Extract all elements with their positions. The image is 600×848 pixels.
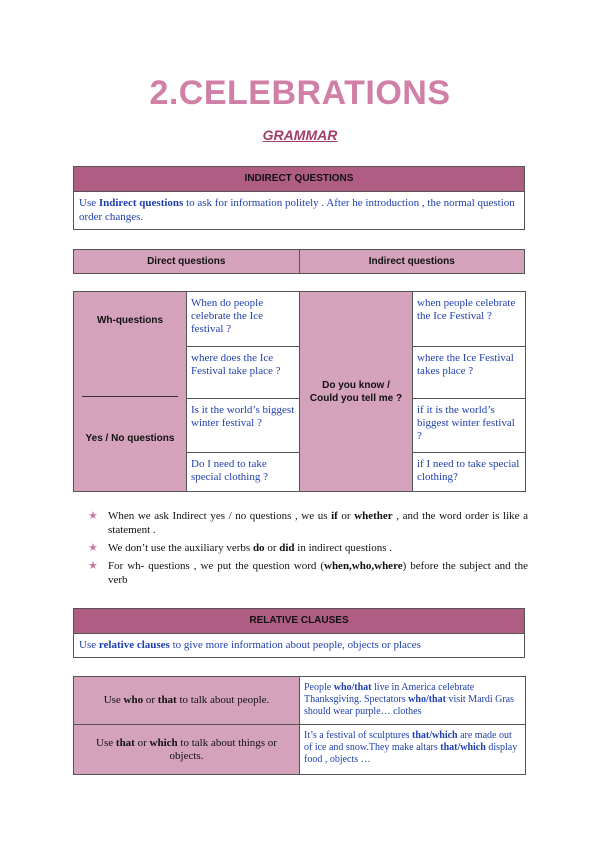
relative-clauses-heading: RELATIVE CLAUSES (74, 609, 524, 634)
indirect-question-cell: if I need to take special clothing? (413, 453, 526, 492)
note-bold: do (252, 542, 265, 554)
rc-example-bold: that/which (412, 730, 458, 741)
rc-example-cell (300, 725, 526, 775)
rc-label-text: to talk about things or objects. (169, 736, 277, 762)
star-icon: ★ (88, 560, 98, 572)
note-text: , and the word order is like a statement . (108, 510, 528, 536)
intro-text: Use (79, 639, 99, 651)
relative-clauses-intro (74, 634, 524, 657)
indirect-questions-intro (74, 192, 524, 229)
rc-label-bold: that (115, 736, 135, 749)
rc-example-text: live in America celebrate Thanksgiving. Spectators (304, 682, 475, 705)
page-title: 2.CELEBRATIONS (149, 74, 451, 112)
note-text: When we ask Indirect yes / no questions , we us (108, 510, 332, 522)
direct-question-cell: Do I need to take special clothing ? (187, 453, 300, 492)
rc-label-bold: that (157, 694, 177, 706)
middle-label-line2: Could you tell me ? (309, 392, 403, 404)
questions-table (73, 291, 526, 492)
note-item (88, 541, 528, 555)
rc-label-cell (74, 725, 300, 775)
note-text: in indirect questions . (294, 542, 392, 554)
note-item (88, 559, 528, 587)
rc-example-text: display food , objects … (304, 742, 518, 765)
wh-questions-label: Wh-questions (96, 315, 164, 326)
star-icon: ★ (88, 542, 98, 554)
rc-example-text: It’s a festival of sculptures (304, 730, 413, 741)
rc-example-cell (300, 677, 526, 725)
note-item (88, 509, 528, 537)
rc-label-text: to talk about people. (176, 694, 270, 706)
rc-example-bold: who/that (333, 682, 372, 693)
note-text: or (337, 510, 355, 522)
note-text: We don’t use the auxiliary verbs (108, 542, 253, 554)
note-bold: if (331, 510, 338, 522)
yes-no-questions-label: Yes / No questions (85, 433, 175, 444)
rc-label-bold: which (149, 736, 178, 749)
indirect-question-cell: where the Ice Festival takes place ? (413, 347, 526, 399)
rc-label-text: Use (96, 736, 116, 749)
intro-text: to ask for information politely . After he introduction , the normal question order changes. (79, 197, 515, 223)
rc-example-text: are made out of ice and snow.They make altars (304, 730, 512, 753)
notes-list (88, 509, 528, 591)
note-text: or (264, 542, 280, 554)
rc-label-text: or (134, 736, 150, 749)
note-text: For wh- questions , we put the question word ( (108, 560, 324, 572)
intro-text: Use (79, 197, 99, 209)
indirect-questions-heading: INDIRECT QUESTIONS (74, 167, 524, 192)
rc-example-bold: who/that (408, 694, 446, 705)
direct-question-cell: where does the Ice Festival take place ? (187, 347, 300, 399)
direct-question-cell: Is it the world’s biggest winter festival ? (187, 399, 300, 453)
columns-header (73, 249, 525, 274)
rc-label-text: or (143, 694, 158, 706)
middle-label-cell (300, 292, 413, 492)
relative-clauses-table (73, 676, 526, 775)
note-bold: when,who,where (324, 560, 403, 572)
rc-example-text: People (304, 682, 334, 693)
direct-questions-header: Direct questions (147, 256, 226, 267)
divider (82, 396, 178, 397)
indirect-question-cell: when people celebrate the Ice Festival ? (413, 292, 526, 347)
rc-label-cell (74, 677, 300, 725)
question-type-cell (74, 292, 187, 492)
note-bold: whether (354, 510, 393, 522)
intro-bold: relative clauses (98, 639, 170, 651)
note-bold: did (279, 542, 295, 554)
section-subtitle: GRAMMAR (262, 127, 338, 143)
star-icon: ★ (88, 510, 98, 522)
rc-example-bold: that/which (440, 742, 486, 753)
intro-bold: Indirect questions (98, 197, 184, 209)
indirect-question-cell: if it is the world’s biggest winter festival ? (413, 399, 526, 453)
middle-label-line1: Do you know / (322, 379, 390, 391)
note-text: ) before the subject and the verb (108, 560, 528, 586)
rc-label-text: Use (103, 694, 124, 706)
indirect-questions-header: Indirect questions (299, 250, 525, 273)
rc-example-text: visit Mardi Gras should wear purple… clothes (304, 694, 514, 717)
indirect-questions-box (73, 166, 525, 230)
direct-question-cell: When do people celebrate the Ice festival ? (187, 292, 300, 347)
intro-text: to give more information about people, objects or places (169, 639, 421, 651)
rc-label-bold: who (123, 694, 144, 706)
relative-clauses-box (73, 608, 525, 658)
